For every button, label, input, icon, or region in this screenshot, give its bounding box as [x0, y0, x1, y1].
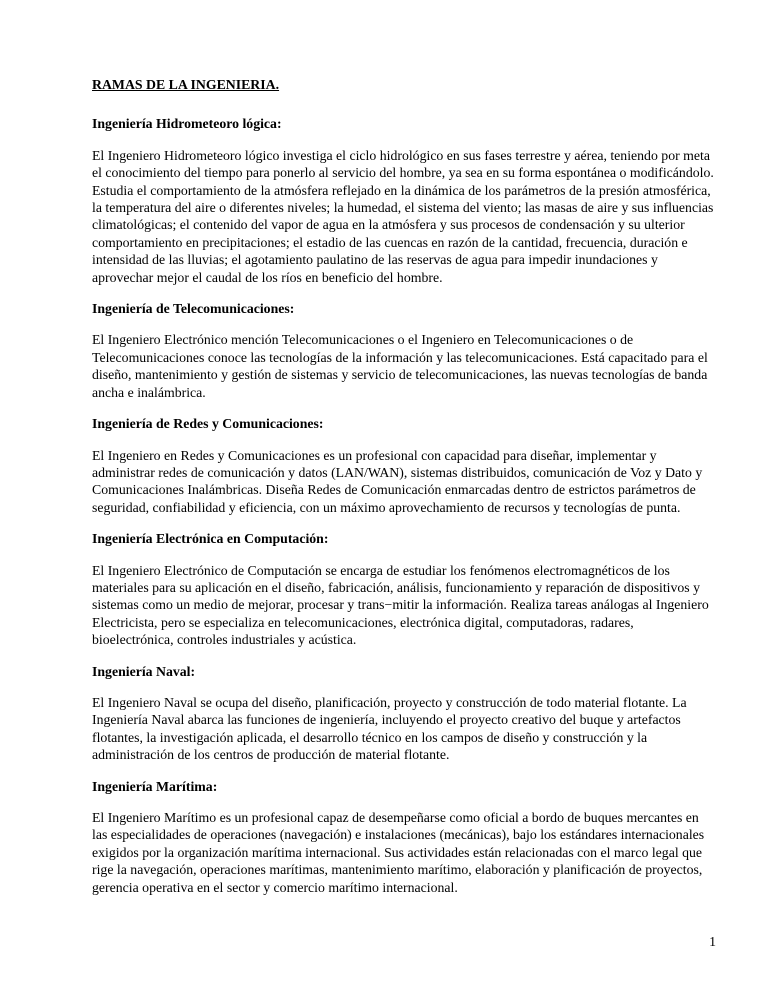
section-body: El Ingeniero Naval se ocupa del diseño, planificación, proyecto y construcción de todo material flotante. La Ingeniería Naval abarca las funciones de ingeniería, incluyendo el proyecto creativo del buque y artefactos flotantes, la investigación aplicada, el desarrollo técnico en los campos de diseño y construcción y la administración de los centros de producción de material flotante. — [92, 694, 687, 763]
section-heading: Ingeniería Electrónica en Computación: — [92, 531, 329, 547]
section-maritima — [92, 778, 716, 896]
section-body: El Ingeniero Marítimo es un profesional capaz de desempeñarse como oficial a bordo de buques mercantes en las especialidades de operaciones (navegación) e instalaciones (mecánicas), bajo los estándares internacionales exigidos por la organización marítima internacional. Sus actividades están relacionadas con el marco legal que rige la navegación, operaciones marítimas, mantenimiento marítimo, elaboración y planificación de proyectos, gerencia operativa en el sector y comercio marítimo internacional. — [92, 810, 705, 895]
section-hidrometeorologica — [92, 115, 716, 286]
section-telecomunicaciones — [92, 300, 716, 401]
section-heading: Ingeniería Marítima: — [92, 778, 218, 794]
section-electronica-computacion — [92, 530, 716, 648]
section-body: El Ingeniero Electrónico de Computación se encarga de estudiar los fenómenos electromagnéticos de los materiales para su aplicación en el diseño, fabricación, análisis, funcionamiento y reparación de dispositivos y sistemas como un medio de mejorar, procesar y trans−mitir la información. Realiza tareas análogas al Ingeniero Electricista, pero se especializa en telecomunicaciones, electrónica digital, computadoras, radares, bioelectrónica, controles industriales y acústica. — [92, 562, 709, 648]
section-body: El Ingeniero Electrónico mención Telecomunicaciones o el Ingeniero en Telecomunicaciones o de Telecomunicaciones conoce las tecnologías de la información y las telecomunicaciones. Está capacitado para el diseño, mantenimiento y gestión de sistemas y servicio de telecomunicaciones, las nuevas tecnologías de banda ancha e inalámbrica. — [92, 332, 708, 400]
section-heading: Ingeniería Hidrometeoro lógica: — [92, 116, 282, 132]
section-redes-comunicaciones — [92, 415, 716, 516]
document-title: RAMAS DE LA INGENIERIA. — [92, 77, 280, 92]
section-heading: Ingeniería de Telecomunicaciones: — [92, 301, 295, 317]
section-naval — [92, 663, 716, 764]
section-body: El Ingeniero en Redes y Comunicaciones es un profesional con capacidad para diseñar, implementar y administrar redes de comunicación y datos (LAN/WAN), sistemas distribuidos, comunicación de Voz y Dato y Comunicaciones Inalámbricas. Diseña Redes de Comunicación enmarcadas dentro de estrictos parámetros de seguridad, confiabilidad y eficiencia, con un máximo aprovechamiento de recursos y tecnologías de punta. — [92, 447, 703, 515]
section-heading: Ingeniería de Redes y Comunicaciones: — [92, 416, 324, 432]
section-heading: Ingeniería Naval: — [92, 663, 196, 679]
page-number: 1 — [709, 933, 716, 949]
section-body: El Ingeniero Hidrometeoro lógico investiga el ciclo hidrológico en sus fases terrestre y aérea, teniendo por meta el conocimiento del tiempo para ponerlo al servicio del hombre, ya sea en su forma espontánea o modificándolo. Estudia el comportamiento de la atmósfera reflejado en la dinámica de los parámetros de la presión atmosférica, la temperatura del aire o diferentes niveles; la humedad, el sistema del viento; las masas de aire y sus influencias climatológicas; el contenido del vapor de agua en la atmósfera y sus procesos de condensación y su ulterior comportamiento en precipitaciones; el estadio de las cuencas en razón de la cantidad, frecuencia, duración e intensidad de las lluvias; el agotamiento paulatino de las reservas de agua para impedir inundaciones y aprovechar mejor el caudal de los ríos en beneficio del hombre. — [92, 147, 714, 285]
